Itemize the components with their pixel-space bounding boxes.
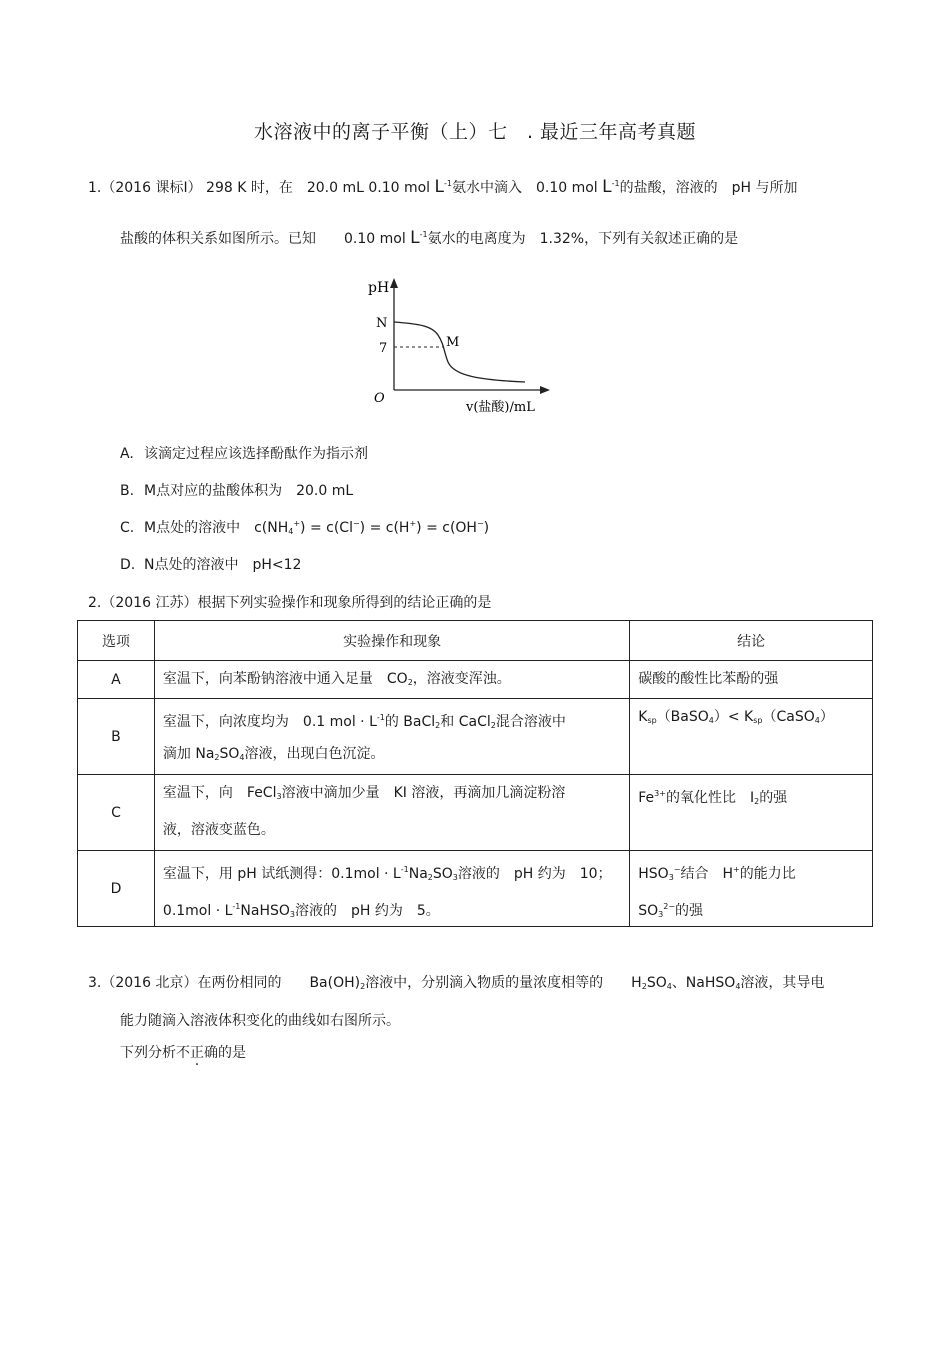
titration-graph bbox=[360, 272, 580, 422]
table-row: C 室温下，向 FeCl$_3$溶液中滴加少量 KI 溶液，再滴加几滴淀粉溶 液，溶液变蓝色。 $Fe^{3+}$的氧化性比 $I_2$的强 bbox=[78, 775, 873, 851]
point-m-label: M bbox=[446, 335, 460, 350]
option-a: A. 该滴定过程应该选择酚酞作为指示剂 bbox=[120, 446, 368, 462]
titration-curve bbox=[394, 322, 525, 382]
option-b: B. M点对应的盐酸体积为 20.0 mL bbox=[120, 483, 354, 499]
header-conclusion: 结论 bbox=[630, 621, 873, 661]
q3-line-1: 3.（2016 北京）在两份相同的 $Ba(OH)_2$溶液中，分别滴入物质的量浓度相等的 $H_2SO_4$、NaHSO$_4$溶液，其导电 bbox=[88, 975, 825, 991]
option-c: C. M点处的溶液中 $c(NH_4^+) = c(Cl^-) = c(H^+) = c(OH^-)$ bbox=[120, 519, 490, 536]
y-axis-arrow bbox=[390, 278, 398, 288]
origin-label: O bbox=[374, 391, 385, 406]
q3-line-3: 下列分析不正确的是 bbox=[120, 1045, 246, 1061]
table-row: D 室温下，用 pH 试纸测得：$0.1mol \cdot L^{-1}Na_2SO_3$溶液的 pH 约为 10； $0.1mol \cdot L^{-1}NaHSO_3$溶液的 pH 约为 5。 $HSO_3^-$结合 H+的能力比 $SO_3^{2-}$的强 bbox=[78, 851, 873, 927]
q1-line-1: 1.（2016 课标Ⅰ） 298 K 时，在 20.0 mL 0.10 mol $L^{-1}$氨水中滴入 0.10 mol $L^{-1}$的盐酸，溶液的 pH 与所加 bbox=[88, 177, 798, 197]
q1-source: （2016 课标Ⅰ） bbox=[101, 180, 202, 196]
table-header-row bbox=[78, 621, 873, 661]
x-axis-label: v(盐酸)/mL bbox=[466, 400, 535, 415]
emphasis-not-correct: 不正确 bbox=[176, 1045, 218, 1061]
header-option: 选项 bbox=[78, 621, 155, 661]
q1-line-2: 盐酸的体积关系如图所示。已知 0.10 mol $L^{-1}$氨水的电离度为 1.32%，下列有关叙述正确的是 bbox=[120, 228, 739, 248]
point-n-label: N bbox=[376, 316, 388, 331]
x-axis-arrow bbox=[540, 386, 550, 394]
ph7-label: 7 bbox=[379, 341, 388, 356]
q3-line-2: 能力随滴入溶液体积变化的曲线如右图所示。 bbox=[120, 1013, 400, 1029]
q2-table bbox=[77, 620, 873, 927]
table-row: A 室温下，向苯酚钠溶液中通入足量 $CO_2$，溶液变浑浊。 碳酸的酸性比苯酚的强 bbox=[78, 661, 873, 699]
q1-number: 1. bbox=[88, 180, 102, 196]
page-title: 水溶液中的离子平衡（上）七 . 最近三年高考真题 bbox=[253, 121, 697, 143]
y-axis-label: pH bbox=[368, 280, 390, 296]
table-row: B 室温下，向浓度均为 0.1 mol · $L^{-1}$的 BaCl$_2$和 CaCl$_2$混合溶液中 滴加 $Na_2SO_4$溶液，出现白色沉淀。 $K_{sp}(BaSO_4)<$ $K_{sp}(CaSO_4)$ bbox=[78, 699, 873, 775]
option-d: D. N点处的溶液中 pH<12 bbox=[120, 557, 302, 573]
header-operation: 实验操作和现象 bbox=[154, 621, 629, 661]
q2-stem: 2.（2016 江苏）根据下列实验操作和现象所得到的结论正确的是 bbox=[88, 595, 492, 611]
